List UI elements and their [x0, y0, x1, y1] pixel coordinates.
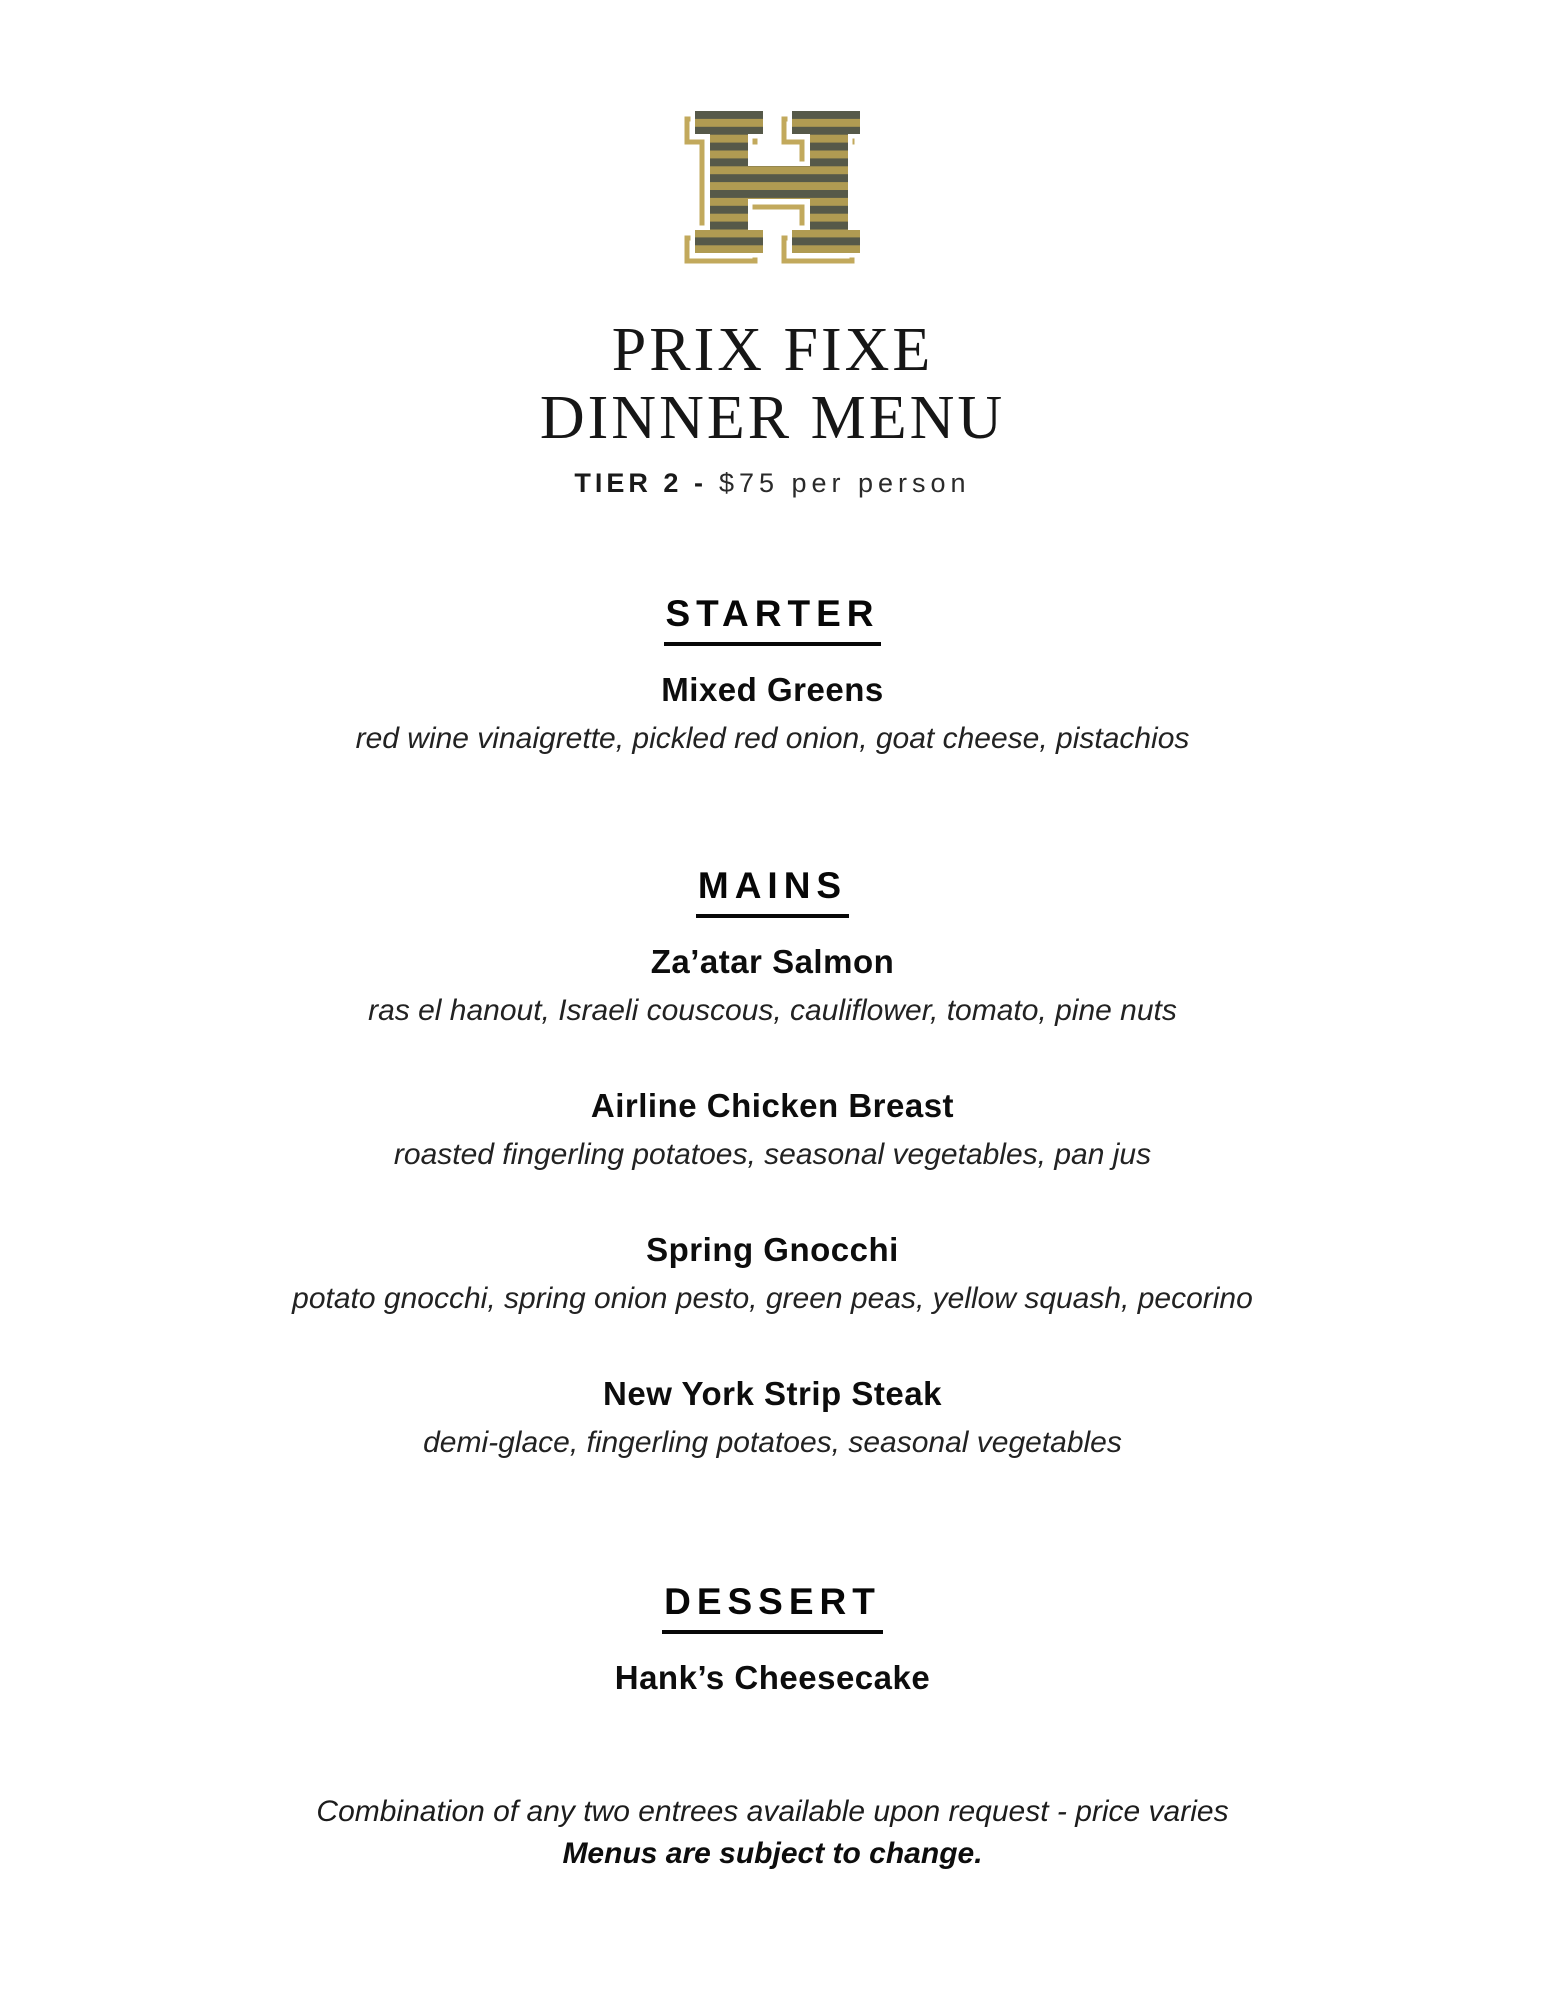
item-name: New York Strip Steak: [603, 1375, 942, 1412]
menu-title-line2: DINNER MENU: [539, 384, 1006, 452]
footer-notes: [316, 1794, 1228, 1872]
item-description: ras el hanout, Israeli couscous, cauliflower, tomato, pine nuts: [368, 994, 1177, 1027]
tier-label: TIER 2 -: [574, 468, 707, 498]
section-mains: [292, 864, 1253, 1462]
section-dessert-title: DESSERT: [662, 1580, 883, 1634]
section-starter-title: STARTER: [664, 592, 882, 646]
menu-item-mixed-greens: [356, 670, 1190, 758]
item-description: roasted fingerling potatoes, seasonal vegetables, pan jus: [393, 1138, 1152, 1171]
menu-item-airline-chicken: [394, 1086, 1151, 1174]
section-starter-heading: [664, 592, 882, 646]
item-description: potato gnocchi, spring onion pesto, green peas, yellow squash, pecorino: [292, 1282, 1253, 1315]
menu-item-ny-strip-steak: [423, 1374, 1122, 1462]
tier-pricing-line: [574, 466, 970, 500]
item-description: demi-glace, fingerling potatoes, seasonal vegetables: [423, 1426, 1122, 1459]
section-starter: [356, 592, 1190, 758]
menu-title: [540, 316, 1005, 452]
tier-price: $75 per person: [718, 468, 971, 498]
menu-title-line1: PRIX FIXE: [611, 316, 934, 384]
menu-item-hanks-cheesecake: [615, 1658, 930, 1698]
item-name: Hank’s Cheesecake: [614, 1659, 931, 1696]
section-mains-title: MAINS: [696, 864, 849, 918]
section-dessert-heading: [662, 1580, 883, 1634]
section-dessert: [615, 1580, 930, 1698]
restaurant-h-monogram-icon: [682, 106, 864, 266]
item-name: Mixed Greens: [661, 671, 884, 708]
item-name: Spring Gnocchi: [646, 1231, 899, 1268]
item-description: red wine vinaigrette, pickled red onion, goat cheese, pistachios: [355, 722, 1190, 755]
menu-item-zaatar-salmon: [368, 942, 1177, 1030]
item-name: Za’atar Salmon: [650, 943, 895, 980]
section-mains-heading: [696, 864, 849, 918]
menu-item-spring-gnocchi: [292, 1230, 1253, 1318]
combination-note: Combination of any two entrees available upon request - price varies: [316, 1795, 1229, 1828]
menus-change-note: Menus are subject to change.: [562, 1837, 983, 1870]
item-name: Airline Chicken Breast: [590, 1087, 955, 1124]
